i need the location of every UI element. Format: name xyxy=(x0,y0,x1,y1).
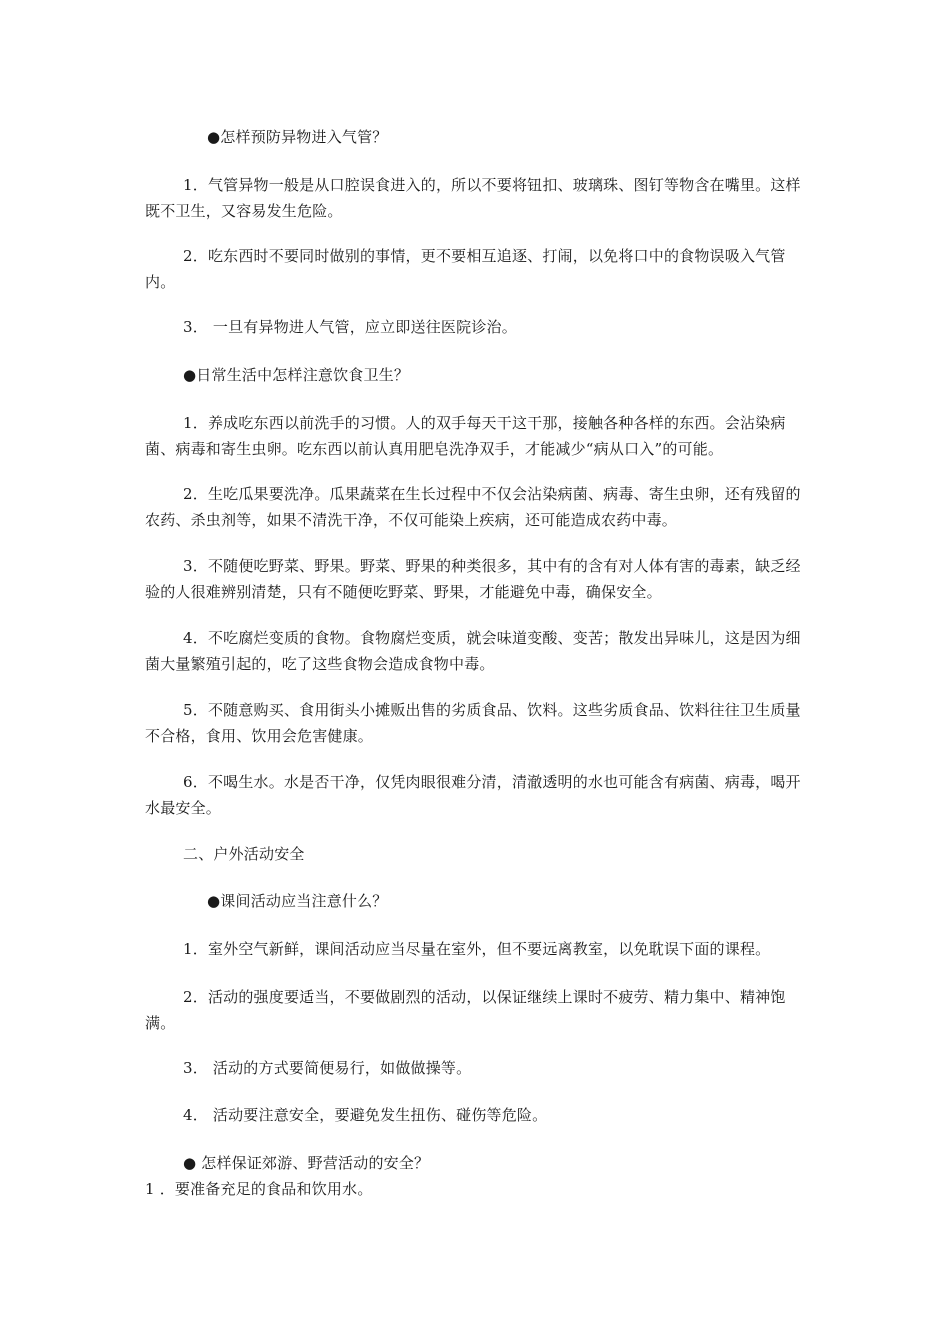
paragraph: 2．活动的强度要适当，不要做剧烈的活动，以保证继续上课时不疲劳、精力集中、精神饱满。 xyxy=(145,988,786,1032)
heading-outing-safety: ● 怎样保证郊游、野营活动的安全？ xyxy=(183,1154,430,1172)
paragraph: 3． 一旦有异物进人气管，应立即送往医院诊治。 xyxy=(183,318,517,336)
paragraph: 4．不吃腐烂变质的食物。食物腐烂变质，就会味道变酸、变苦；散发出异味儿，这是因为细菌大量繁殖引起的，吃了这些食物会造成食物中毒。 xyxy=(145,629,801,673)
paragraph: 2．吃东西时不要同时做别的事情，更不要相互追逐、打闹，以免将口中的食物误吸入气管内。 xyxy=(145,247,786,291)
paragraph: 1．气管异物一般是从口腔误食进入的，所以不要将钮扣、玻璃珠、图钉等物含在嘴里。这样既不卫生，又容易发生危险。 xyxy=(145,176,801,220)
paragraph: 1 ．要准备充足的食品和饮用水。 xyxy=(145,1180,373,1198)
heading-foreign-object: ●怎样预防异物进入气管？ xyxy=(207,128,388,146)
paragraph: 1．室外空气新鲜，课间活动应当尽量在室外，但不要远离教室，以免耽误下面的课程。 xyxy=(183,940,771,958)
paragraph: 3．不随便吃野菜、野果。野菜、野果的种类很多，其中有的含有对人体有害的毒素，缺乏经验的人很难辨别清楚，只有不随便吃野菜、野果，才能避免中毒，确保安全。 xyxy=(145,557,801,601)
paragraph: 2．生吃瓜果要洗净。瓜果蔬菜在生长过程中不仅会沾染病菌、病毒、寄生虫卵，还有残留的农药、杀虫剂等，如果不清洗干净，不仅可能染上疾病，还可能造成农药中毒。 xyxy=(145,485,801,529)
paragraph: 4． 活动要注意安全，要避免发生扭伤、碰伤等危险。 xyxy=(183,1106,548,1124)
paragraph: 5．不随意购买、食用街头小摊贩出售的劣质食品、饮料。这些劣质食品、饮料往往卫生质量不合格，食用、饮用会危害健康。 xyxy=(145,701,801,745)
heading-recess-activity: ●课间活动应当注意什么？ xyxy=(207,892,388,910)
paragraph: 1．养成吃东西以前洗手的习惯。人的双手每天干这干那，接触各种各样的东西。会沾染病菌、病毒和寄生虫卵。吃东西以前认真用肥皂洗净双手，才能减少“病从口入”的可能。 xyxy=(145,414,786,458)
paragraph: 6．不喝生水。水是否干净，仅凭肉眼很难分清，清澈透明的水也可能含有病菌、病毒，喝开水最安全。 xyxy=(145,773,801,817)
paragraph: 3． 活动的方式要简便易行，如做做操等。 xyxy=(183,1059,472,1077)
section-heading-outdoor-safety: 二、户外活动安全 xyxy=(183,845,305,863)
heading-food-hygiene: ●日常生活中怎样注意饮食卫生？ xyxy=(183,366,410,384)
